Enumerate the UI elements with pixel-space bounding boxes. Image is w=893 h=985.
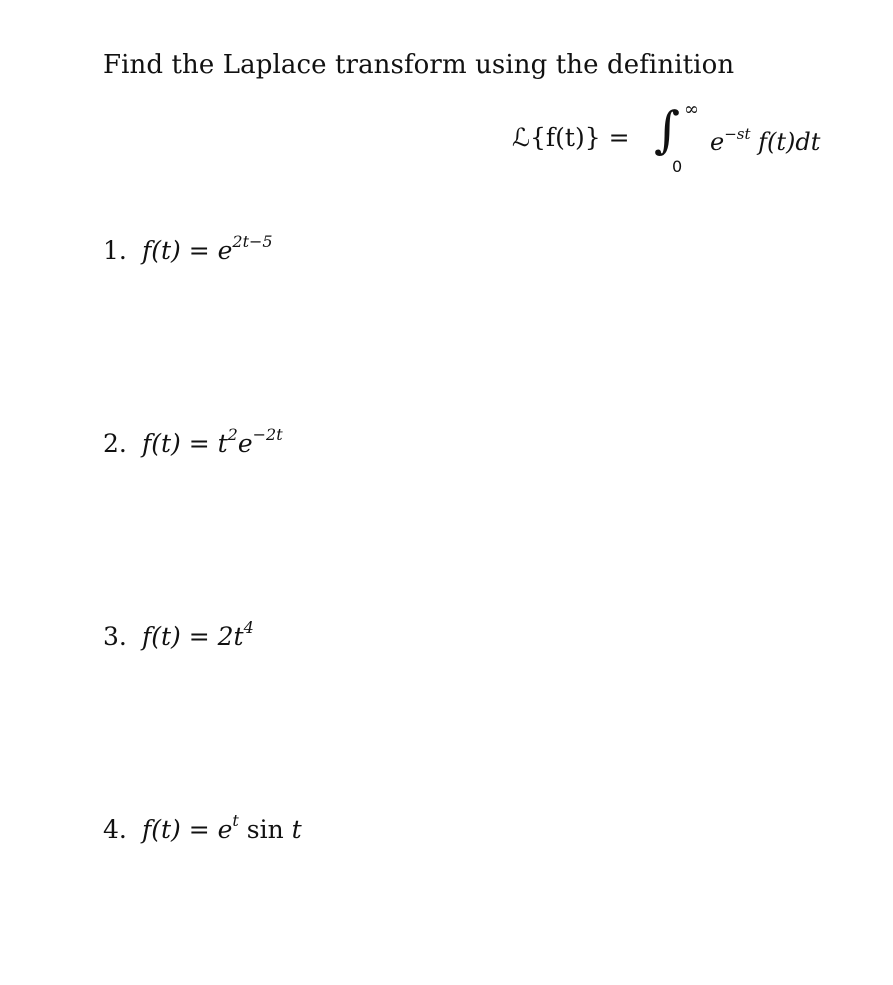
problem-expression	[217, 618, 254, 651]
problem-2	[103, 425, 283, 458]
sine-function: sin	[246, 815, 284, 844]
laplace-definition-formula	[512, 99, 842, 180]
problem-number: 2.	[103, 429, 127, 458]
problem-4	[103, 811, 302, 844]
problem-number: 1.	[103, 236, 127, 265]
expression-spacer	[239, 815, 247, 844]
integral-lower-limit: 0	[672, 157, 683, 176]
expression-exponent: t	[232, 811, 239, 830]
integrand	[710, 125, 820, 156]
instruction-text: Find the Laplace transform using the definition	[103, 50, 735, 80]
laplace-definition-lhs: ℒ{f(t)} =	[512, 123, 630, 152]
expression-base: 2t	[217, 622, 244, 651]
expression-base: e	[217, 236, 233, 265]
expression-exponent: 2t−5	[232, 232, 273, 251]
integrand-base: e	[710, 128, 725, 156]
problem-number: 3.	[103, 622, 127, 651]
function-argument: t	[283, 815, 302, 844]
problem-lhs: f(t) =	[141, 622, 218, 651]
integrand-function: f(t)dt	[758, 128, 821, 156]
problem-3	[103, 618, 254, 651]
problem-expression	[217, 232, 273, 265]
integral-upper-limit: ∞	[684, 99, 699, 120]
problem-number: 4.	[103, 815, 127, 844]
expression-base: t	[217, 429, 228, 458]
expression-exponent: −2t	[252, 425, 283, 444]
problem-lhs: f(t) =	[141, 429, 218, 458]
problem-expression	[217, 425, 283, 458]
problem-1	[103, 232, 273, 265]
expression-exponent: 2	[227, 425, 238, 444]
problem-lhs: f(t) =	[141, 236, 218, 265]
expression-base: e	[217, 815, 233, 844]
problem-lhs: f(t) =	[141, 815, 218, 844]
integral-sign: ∫	[654, 101, 681, 159]
problem-expression	[217, 811, 302, 844]
integrand-exponent: −st	[724, 125, 751, 143]
expression-base: e	[237, 429, 253, 458]
expression-exponent: 4	[243, 618, 254, 637]
